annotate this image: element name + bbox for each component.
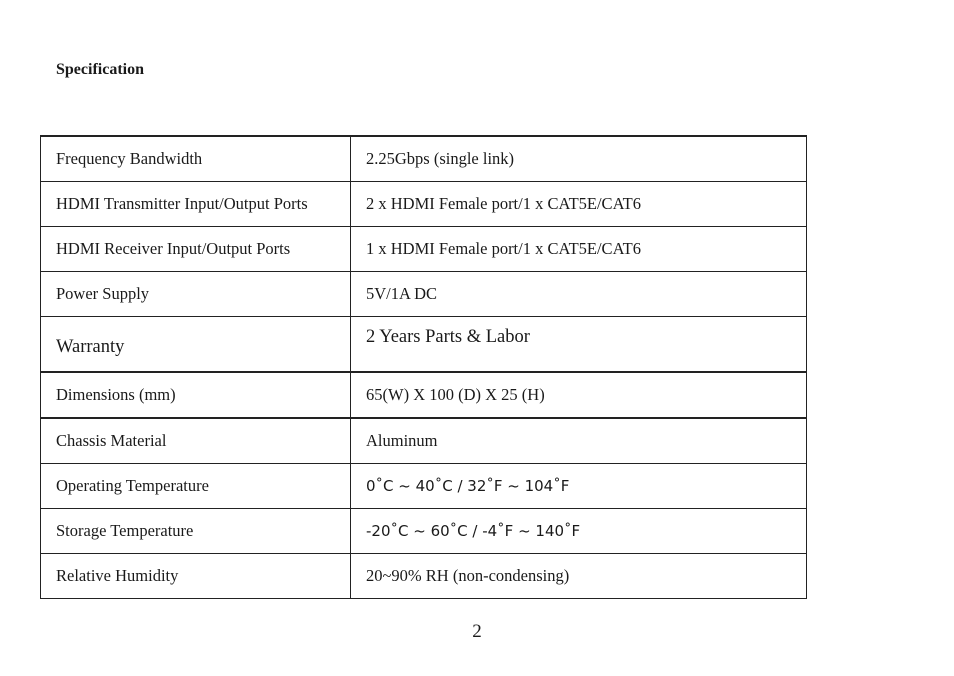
spec-label: Relative Humidity	[41, 554, 351, 599]
spec-label: HDMI Receiver Input/Output Ports	[41, 227, 351, 272]
spec-value: 5V/1A DC	[351, 272, 807, 317]
spec-value: 2 Years Parts & Labor	[351, 317, 807, 373]
spec-label: Operating Temperature	[41, 464, 351, 509]
spec-value: -20˚C ~ 60˚C / -4˚F ~ 140˚F	[351, 509, 807, 554]
spec-value: 65(W) X 100 (D) X 25 (H)	[351, 372, 807, 418]
spec-value: 2.25Gbps (single link)	[351, 136, 807, 182]
table-row	[41, 554, 807, 599]
spec-value: 20~90% RH (non-condensing)	[351, 554, 807, 599]
table-row	[41, 272, 807, 317]
spec-value: 0˚C ~ 40˚C / 32˚F ~ 104˚F	[351, 464, 807, 509]
table-row	[41, 136, 807, 182]
spec-value: 2 x HDMI Female port/1 x CAT5E/CAT6	[351, 182, 807, 227]
table-row	[41, 227, 807, 272]
spec-label: HDMI Transmitter Input/Output Ports	[41, 182, 351, 227]
spec-label: Frequency Bandwidth	[41, 136, 351, 182]
spec-label: Dimensions (mm)	[41, 372, 351, 418]
spec-label: Chassis Material	[41, 418, 351, 464]
table-row	[41, 418, 807, 464]
spec-value: 1 x HDMI Female port/1 x CAT5E/CAT6	[351, 227, 807, 272]
spec-value: Aluminum	[351, 418, 807, 464]
page-number: 2	[472, 621, 482, 642]
table-row	[41, 372, 807, 418]
spec-label: Power Supply	[41, 272, 351, 317]
table-row	[41, 509, 807, 554]
table-row	[41, 317, 807, 373]
table-row	[41, 182, 807, 227]
spec-label: Storage Temperature	[41, 509, 351, 554]
spec-label: Warranty	[41, 317, 351, 373]
section-heading: Specification	[56, 61, 144, 78]
table-row	[41, 464, 807, 509]
specification-table	[40, 135, 807, 599]
